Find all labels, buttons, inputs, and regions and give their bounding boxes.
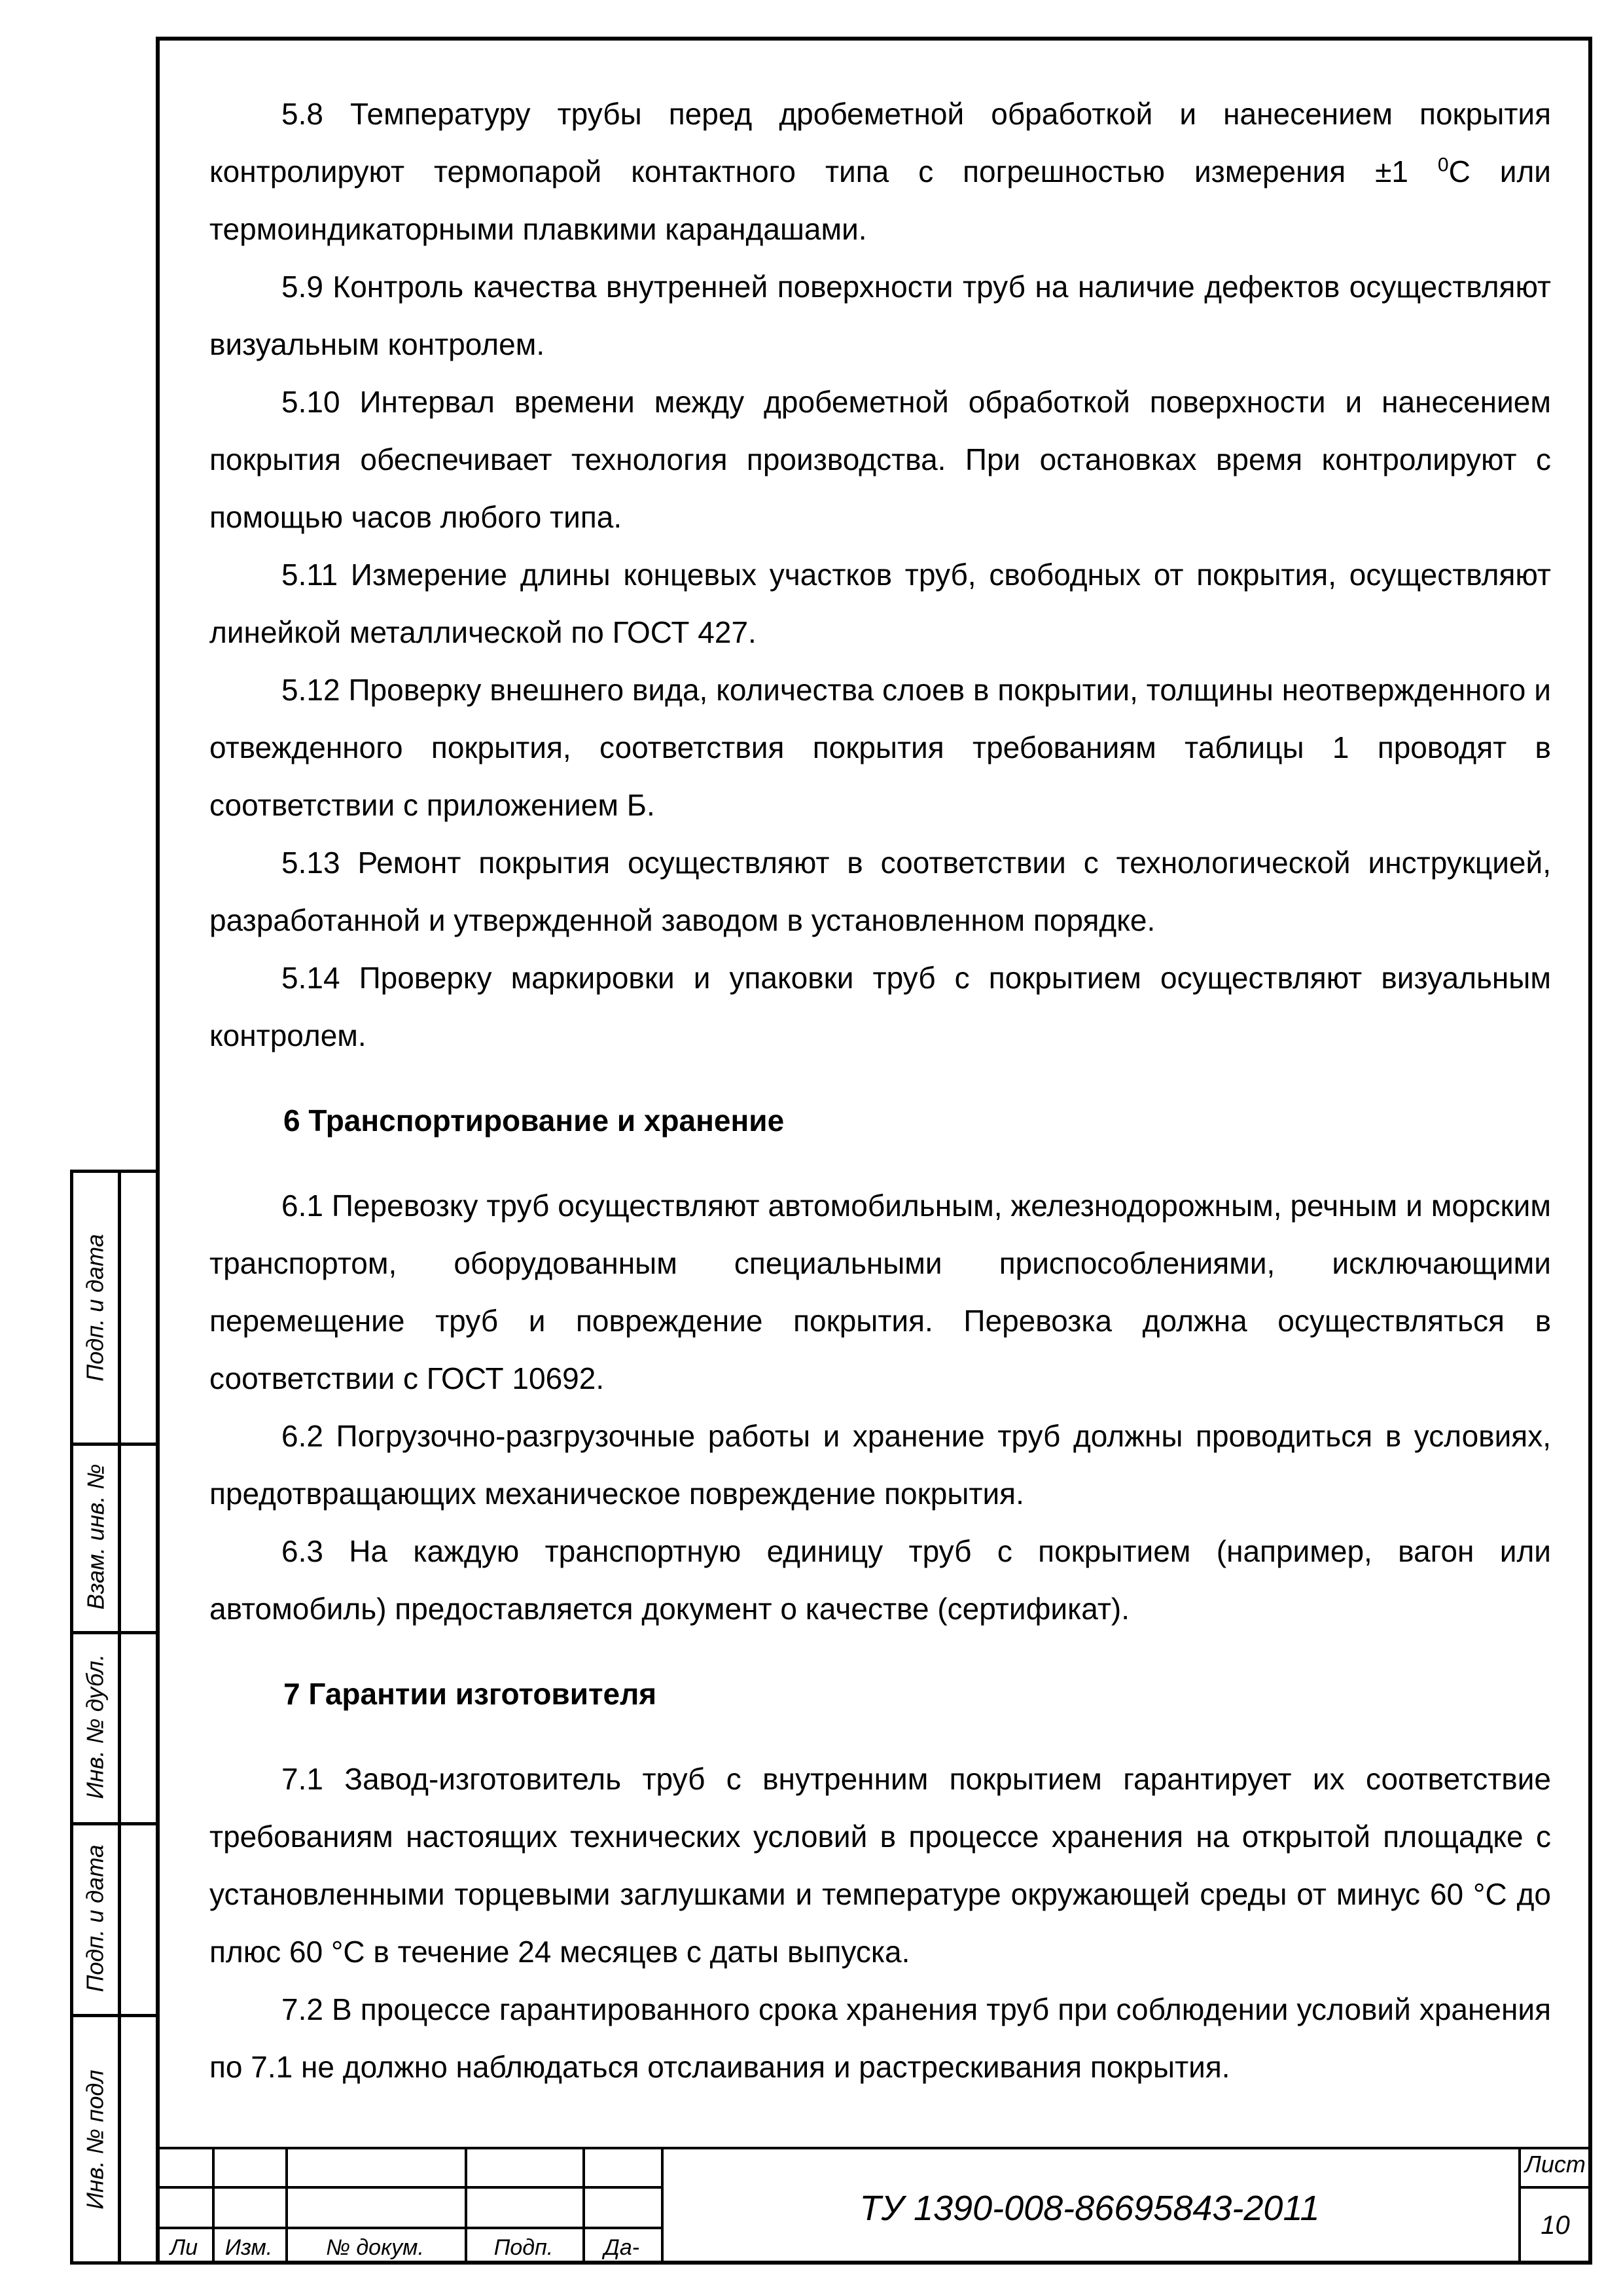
paragraph-5-10: 5.10 Интервал времени между дробеметной обработкой поверхности и нанесением покрытия обеспечивает технология производства. При остановках время контролируют с помощью часов любого типа.: [209, 385, 1551, 534]
section-7-heading: 7 Гарантии изготовителя: [283, 1677, 657, 1711]
paragraph-7-1: 7.1 Завод-изготовитель труб с внутренним покрытием гарантирует их соответствие требованиям настоящих технических условий в процессе хранения на открытой площадке с установленными торцевыми заглушками и температуре окружающей среды от минус 60 °С до плюс 60 °С в течение 24 месяцев с даты выпуска.: [209, 1762, 1551, 1969]
sheet-label: Лист: [1525, 2151, 1586, 2178]
paragraph-5-9: 5.9 Контроль качества внутренней поверхности труб на наличие дефектов осуществляют визуальным контролем.: [209, 270, 1551, 361]
title-col-date: Да-: [603, 2235, 640, 2260]
paragraph-6-2: 6.2 Погрузочно-разгрузочные работы и хранение труб должны проводиться в условиях, предотвращающих механическое повреждение покрытия.: [209, 1419, 1551, 1511]
document-code: ТУ 1390-008-86695843-2011: [859, 2189, 1320, 2228]
paragraph-5-13: 5.13 Ремонт покрытия осуществляют в соответствии с технологической инструкцией, разработанной и утвержденной заводом в установленном порядке.: [209, 846, 1551, 937]
title-col-izm: Изм.: [224, 2235, 273, 2260]
strip-inv-no-dup: Инв. № дубл.: [82, 1654, 109, 1799]
paragraph-7-2: 7.2 В процессе гарантированного срока хранения труб при соблюдении условий хранения по 7.1 не должно наблюдаться отслаивания и растрескивания покрытия.: [209, 1992, 1551, 2084]
paragraph-5-11: 5.11 Измерение длины концевых участков труб, свободных от покрытия, осуществляют линейкой металлической по ГОСТ 427.: [209, 558, 1551, 649]
strip-signed-date-top: Подп. и дата: [82, 1234, 109, 1382]
paragraph-6-1: 6.1 Перевозку труб осуществляют автомобильным, железнодорожным, речным и морским транспортом, оборудованным специальными приспособлениями, исключающими перемещение труб и повреждение покрытия. Перевозка должна осуществляться в соответствии с ГОСТ 10692.: [209, 1189, 1551, 1395]
degree-superscript: 0: [1437, 154, 1449, 176]
paragraph-6-3: 6.3 На каждую транспортную единицу труб с покрытием (например, вагон или автомобиль) предоставляется документ о качестве (сертификат).: [209, 1534, 1551, 1626]
strip-inv-no-orig: Инв. № подл: [82, 2069, 109, 2210]
paragraph-5-8: 5.8 Температуру трубы перед дробеметной обработкой и нанесением покрытия контролируют термопарой контактного типа с погрешностью измерения ±1 $^0$С или термоиндикаторными плавкими карандашами.: [209, 97, 1551, 246]
title-col-doc: № докум.: [326, 2235, 424, 2260]
paragraph-5-14: 5.14 Проверку маркировки и упаковки труб с покрытием осуществляют визуальным контролем.: [209, 961, 1551, 1052]
paragraph-5-12: 5.12 Проверку внешнего вида, количества слоев в покрытии, толщины неотвержденного и отвежденного покрытия, соответствия покрытия требованиям таблицы 1 проводят в соответствии с приложением Б.: [209, 673, 1551, 822]
sheet-number: 10: [1541, 2210, 1570, 2240]
section-6-heading: 6 Транспортирование и хранение: [283, 1103, 785, 1138]
document-body: [209, 85, 1551, 2096]
title-col-li: Ли: [169, 2235, 198, 2260]
strip-signed-date-bottom: Подп. и дата: [82, 1844, 109, 1992]
title-col-sign: Подп.: [493, 2235, 554, 2260]
strip-replaced-inv-no: Взам. инв. №: [82, 1463, 109, 1610]
margin-stamp-strip: [70, 1170, 156, 2265]
